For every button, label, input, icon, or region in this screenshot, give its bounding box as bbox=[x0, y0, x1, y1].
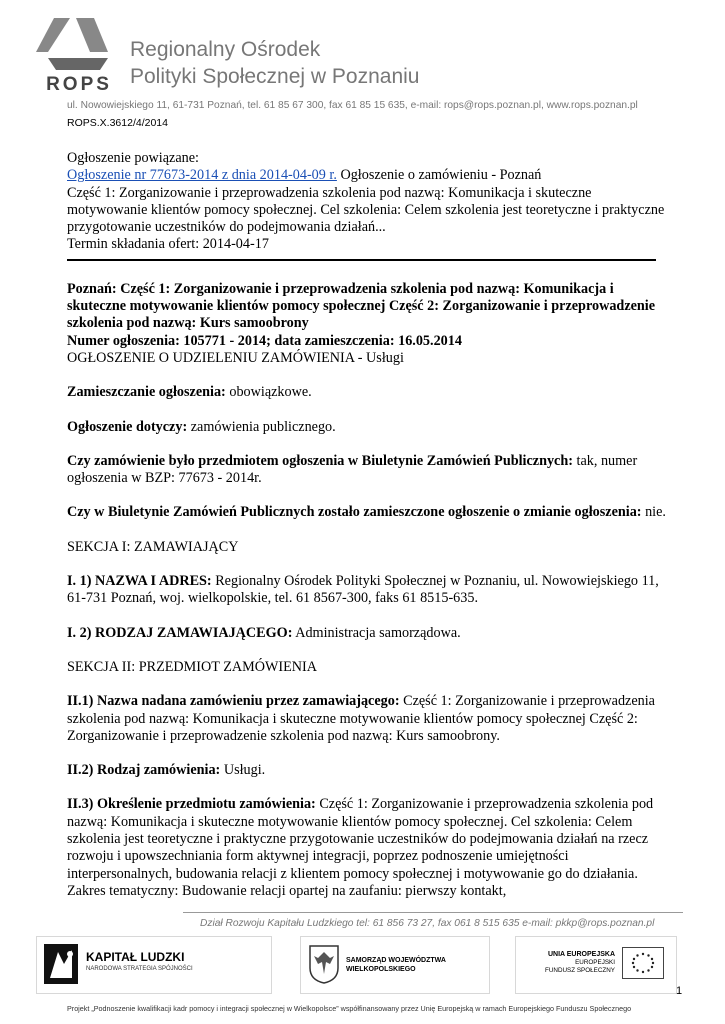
related-notice bbox=[67, 150, 667, 254]
section2-kind-value: Usługi. bbox=[220, 762, 266, 779]
change-label: Czy w Biuletynie Zamówień Publicznych zostało zamieszczone ogłoszenie o zmianie ogłoszenia: bbox=[67, 504, 642, 521]
section2-heading: SEKCJA II: PRZEDMIOT ZAMÓWIENIA bbox=[67, 658, 317, 675]
bzp-label: Czy zamówienie było przedmiotem ogłoszenia w Biuletynie Zamówień Publicznych: bbox=[67, 452, 573, 469]
eagle-crest-icon bbox=[308, 944, 340, 984]
project-statement: Projekt „Podnoszenie kwalifikacji kadr pomocy i integracji społecznej w Wielkopolsce” współfinansowany przez Unię Europejską w ramach Europejskiego Funduszu Społecznego bbox=[67, 1004, 632, 1013]
field-change bbox=[67, 504, 667, 521]
section1-name-value: Regionalny Ośrodek Polityki Społecznej w Poznaniu, ul. Nowowiejskiego 11, 61-731 Poznań, woj. wielkopolskie, tel. 61 8567-300, faks 61 8515-635. bbox=[67, 573, 659, 607]
placement-label: Zamieszczanie ogłoszenia: bbox=[67, 384, 226, 401]
placement-value: obowiązkowe. bbox=[225, 384, 312, 401]
kapital-ludzki-subtitle: NARODOWA STRATEGIA SPÓJNOŚCI bbox=[86, 966, 193, 972]
field-bzp bbox=[67, 453, 667, 488]
eu-line2: EUROPEJSKI bbox=[575, 959, 615, 966]
change-value: nie. bbox=[641, 504, 666, 521]
section2-desc-label: II.3) Określenie przedmiotu zamówienia: bbox=[67, 796, 316, 813]
related-heading: Ogłoszenie powiązane: bbox=[67, 150, 199, 166]
offer-deadline: Termin składania ofert: 2014-04-17 bbox=[67, 236, 269, 253]
section2-desc-value: Część 1: Zorganizowanie i przeprowadzenia szkolenia pod nazwą: Komunikacja i skuteczne motywowanie klientów pomocy społecznej. Cel szkolenia: Celem szkolenia jest teoretyczne i praktyczne przygotowanie uczestników do podejmowania działań na rzecz rozwoju i upowszechniania form aktywnej integracji, poprzez podnoszenie umiejętności interpersonalnych, budowania relacji z klientem pomocy społecznej i motywowanie go do działania. Zakres tematyczny: Budowanie relacji opartej na zaufaniu: pierwszy kontakt, bbox=[67, 796, 654, 899]
eu-line3: FUNDUSZ SPOŁECZNY bbox=[545, 967, 615, 974]
kapital-ludzki-title: KAPITAŁ LUDZKI bbox=[86, 950, 185, 964]
section1-type-label: I. 2) RODZAJ ZAMAWIAJĄCEGO: bbox=[67, 624, 293, 641]
related-link-suffix: Ogłoszenie o zamówieniu - Poznań bbox=[336, 167, 542, 184]
eu-text bbox=[523, 951, 615, 975]
org-address: ul. Nowowiejskiego 11, 61-731 Poznań, tel. 61 85 67 300, fax 61 85 15 635, e-mail: rops@rops.poznan.pl, www.rops.poznan.pl bbox=[67, 100, 638, 111]
footer-department: Dział Rozwoju Kapitału Ludzkiego tel: 61 856 73 27, fax 061 8 515 635 e-mail: pkkp@rops.poznan.pl bbox=[200, 918, 655, 929]
horizontal-rule bbox=[67, 259, 656, 261]
org-name-line1: Regionalny Ośrodek bbox=[130, 38, 321, 61]
rops-logo bbox=[36, 18, 122, 94]
footer-divider bbox=[183, 912, 683, 913]
notice-type: OGŁOSZENIE O UDZIELENIU ZAMÓWIENIA - Usługi bbox=[67, 349, 404, 366]
samorzad-text bbox=[346, 956, 446, 974]
field-concerns bbox=[67, 419, 667, 436]
eu-flag-icon bbox=[622, 947, 664, 979]
document-body bbox=[67, 150, 667, 900]
section2-description bbox=[67, 796, 667, 900]
samorzad-line1: SAMORZĄD WOJEWÓDZTWA bbox=[346, 957, 446, 964]
kapital-ludzki-emblem-icon bbox=[44, 944, 78, 984]
section1-name-label: I. 1) NAZWA I ADRES: bbox=[67, 573, 212, 590]
notice-number-text: Numer ogłoszenia: 105771 - 2014; data zamieszczenia: 16.05.2014 bbox=[67, 332, 462, 349]
logo-text: ROPS bbox=[46, 74, 112, 94]
related-link-line bbox=[67, 167, 667, 184]
related-notice-link[interactable]: Ogłoszenie nr 77673-2014 z dnia 2014-04-09 r. bbox=[67, 167, 337, 184]
section1-heading: SEKCJA I: ZAMAWIAJĄCY bbox=[67, 538, 239, 555]
section1-name bbox=[67, 573, 667, 608]
samorzad-line2: WIELKOPOLSKIEGO bbox=[346, 966, 416, 973]
notice-title bbox=[67, 281, 667, 333]
notice-number bbox=[67, 333, 667, 350]
section1-type-value: Administracja samorządowa. bbox=[292, 624, 461, 641]
section2-name-label: II.1) Nazwa nadana zamówieniu przez zamawiającego: bbox=[67, 693, 400, 710]
page-number: 1 bbox=[676, 985, 683, 997]
org-name-line2: Polityki Społecznej w Poznaniu bbox=[130, 65, 420, 88]
related-description: Część 1: Zorganizowanie i przeprowadzenia szkolenia pod nazwą: Komunikacja i skuteczne motywowanie klientów pomocy społecznej. Cel szkolenia: Celem szkolenia jest teoretyczne i praktyczne przygotowanie uczestników do podejmowania działań... bbox=[67, 184, 665, 236]
concerns-label: Ogłoszenie dotyczy: bbox=[67, 418, 188, 435]
section1-type bbox=[67, 625, 667, 642]
notice-title-text: Poznań: Część 1: Zorganizowanie i przeprowadzenia szkolenia pod nazwą: Komunikacja i skuteczne motywowanie klientów pomocy społecznej Część 2: Zorganizowanie i przeprowadzenie szkolenia pod nazwą: Kurs samoobrony bbox=[67, 280, 656, 332]
section2-kind-label: II.2) Rodzaj zamówienia: bbox=[67, 762, 221, 779]
concerns-value: zamówienia publicznego. bbox=[187, 418, 336, 435]
bzp-value: tak, numer ogłoszenia w BZP: 77673 - 2014r. bbox=[67, 452, 638, 487]
field-placement bbox=[67, 384, 667, 401]
eu-line1: UNIA EUROPEJSKA bbox=[547, 951, 615, 958]
reference-number: ROPS.X.3612/4/2014 bbox=[67, 117, 168, 129]
section2-name bbox=[67, 693, 667, 745]
section2-kind bbox=[67, 762, 667, 779]
section2-name-value: Część 1: Zorganizowanie i przeprowadzenia szkolenia pod nazwą: Komunikacja i skuteczne motywowanie klientów pomocy społecznej Część 2: Zorganizowanie i przeprowadzenie szkolenia pod nazwą: Kurs samoobrony. bbox=[67, 693, 655, 744]
